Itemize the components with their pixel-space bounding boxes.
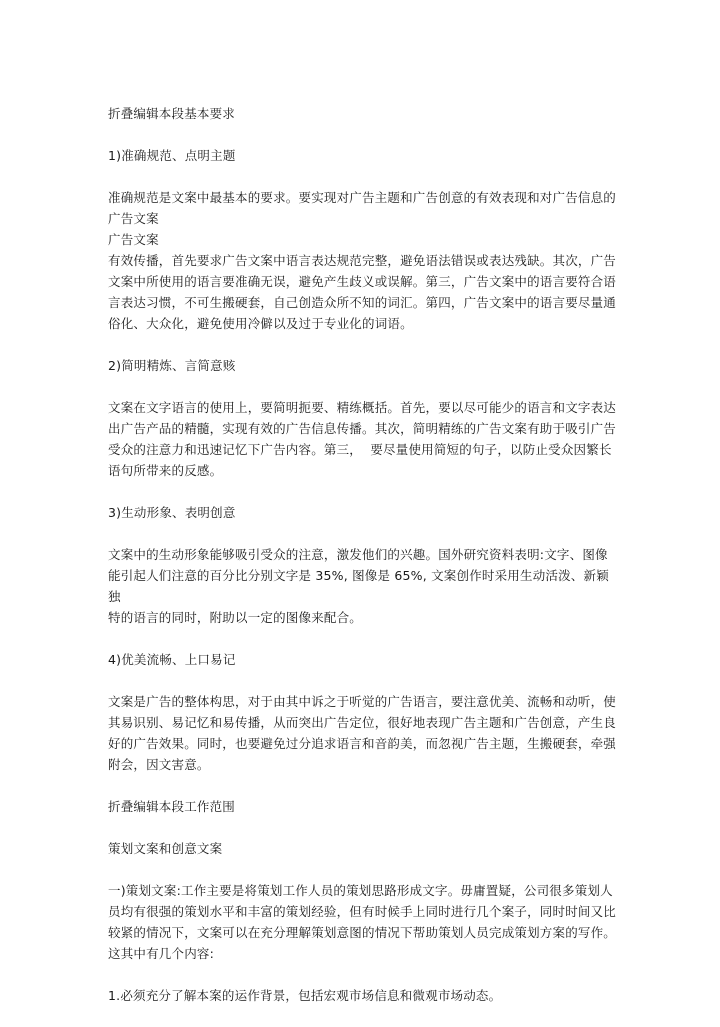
text-line: 这其中有几个内容:: [108, 946, 215, 961]
text-line: 员均有很强的策划水平和丰富的策划经验，但有时候手上同时进行几个案子，同时时间又比: [108, 904, 617, 919]
paragraph: [108, 187, 620, 334]
sub-heading: [108, 649, 620, 670]
paragraph: [108, 691, 620, 775]
text-line: 其易识别、易记忆和易传播，从而突出广告定位，很好地表现广告主题和广告创意，产生良: [108, 715, 617, 730]
section-heading: [108, 103, 620, 124]
text-line: 策划文案和创意文案: [108, 841, 223, 856]
text-line: 折叠编辑本段工作范围: [108, 799, 236, 814]
text-line: 广告文案: [108, 232, 159, 247]
sub-heading: [108, 502, 620, 523]
section-heading: [108, 796, 620, 817]
text-line: 文案在文字语言的使用上，要简明扼要、精练概括。首先，要以尽可能少的语言和文字表达: [108, 400, 617, 415]
text-line: 俗化、大众化，避免使用冷僻以及过于专业化的词语。: [108, 316, 413, 331]
text-line: 受众的注意力和迅速记忆下广告内容。第三， 要尽量使用简短的句子，以防止受众因繁长: [108, 442, 612, 457]
text-line: 有效传播，首先要求广告文案中语言表达规范完整，避免语法错误或表达残缺。其次，广告: [108, 253, 617, 268]
text-line: 文案中的生动形象能够吸引受众的注意，激发他们的兴趣。国外研究资料表明:文字、图像: [108, 547, 608, 562]
paragraph: [108, 544, 620, 628]
text-line: 1)准确规范、点明主题: [108, 148, 236, 163]
text-line: 文案是广告的整体构思，对于由其中诉之于听觉的广告语言，要注意优美、流畅和动听，使: [108, 694, 617, 709]
paragraph: [108, 397, 620, 481]
text-line: 特的语言的同时，附助以一定的图像来配合。: [108, 610, 363, 625]
text-line: 出广告产品的精髓，实现有效的广告信息传播。其次，简明精练的广告文案有助于吸引广告: [108, 421, 617, 436]
text-line: 4)优美流畅、上口易记: [108, 652, 236, 667]
document-page: [108, 103, 620, 1027]
text-line: 附会，因文害意。: [108, 757, 210, 772]
text-line: 能引起人们注意的百分比分别文字是 35%, 图像是 65%, 文案创作时采用生动活泼、新颖独: [108, 568, 609, 604]
sub-heading: [108, 838, 620, 859]
text-line: 一)策划文案:工作主要是将策划工作人员的策划思路形成文字。毋庸置疑，公司很多策划人: [108, 883, 613, 898]
text-line: 较紧的情况下，文案可以在充分理解策划意图的情况下帮助策划人员完成策划方案的写作。: [108, 925, 617, 940]
text-line: 2)简明精炼、言简意赅: [108, 358, 236, 373]
text-line: 3)生动形象、表明创意: [108, 505, 236, 520]
paragraph: [108, 880, 620, 964]
text-line: 1.必须充分了解本案的运作背景，包括宏观市场信息和微观市场动态。: [108, 988, 502, 1003]
text-line: 言表达习惯，不可生搬硬套，自己创造众所不知的词汇。第四，广告文案中的语言要尽量通: [108, 295, 617, 310]
sub-heading: [108, 145, 620, 166]
text-line: 折叠编辑本段基本要求: [108, 106, 236, 121]
text-line: 好的广告效果。同时，也要避免过分追求语言和音韵美，而忽视广告主题，生搬硬套，牵强: [108, 736, 617, 751]
text-line: 语句所带来的反感。: [108, 463, 223, 478]
text-line: 广告文案: [108, 211, 159, 226]
sub-heading: [108, 355, 620, 376]
text-line: 准确规范是文案中最基本的要求。要实现对广告主题和广告创意的有效表现和对广告信息的: [108, 190, 617, 205]
paragraph: [108, 985, 620, 1006]
text-line: 文案中所使用的语言要准确无误，避免产生歧义或误解。第三，广告文案中的语言要符合语: [108, 274, 617, 289]
